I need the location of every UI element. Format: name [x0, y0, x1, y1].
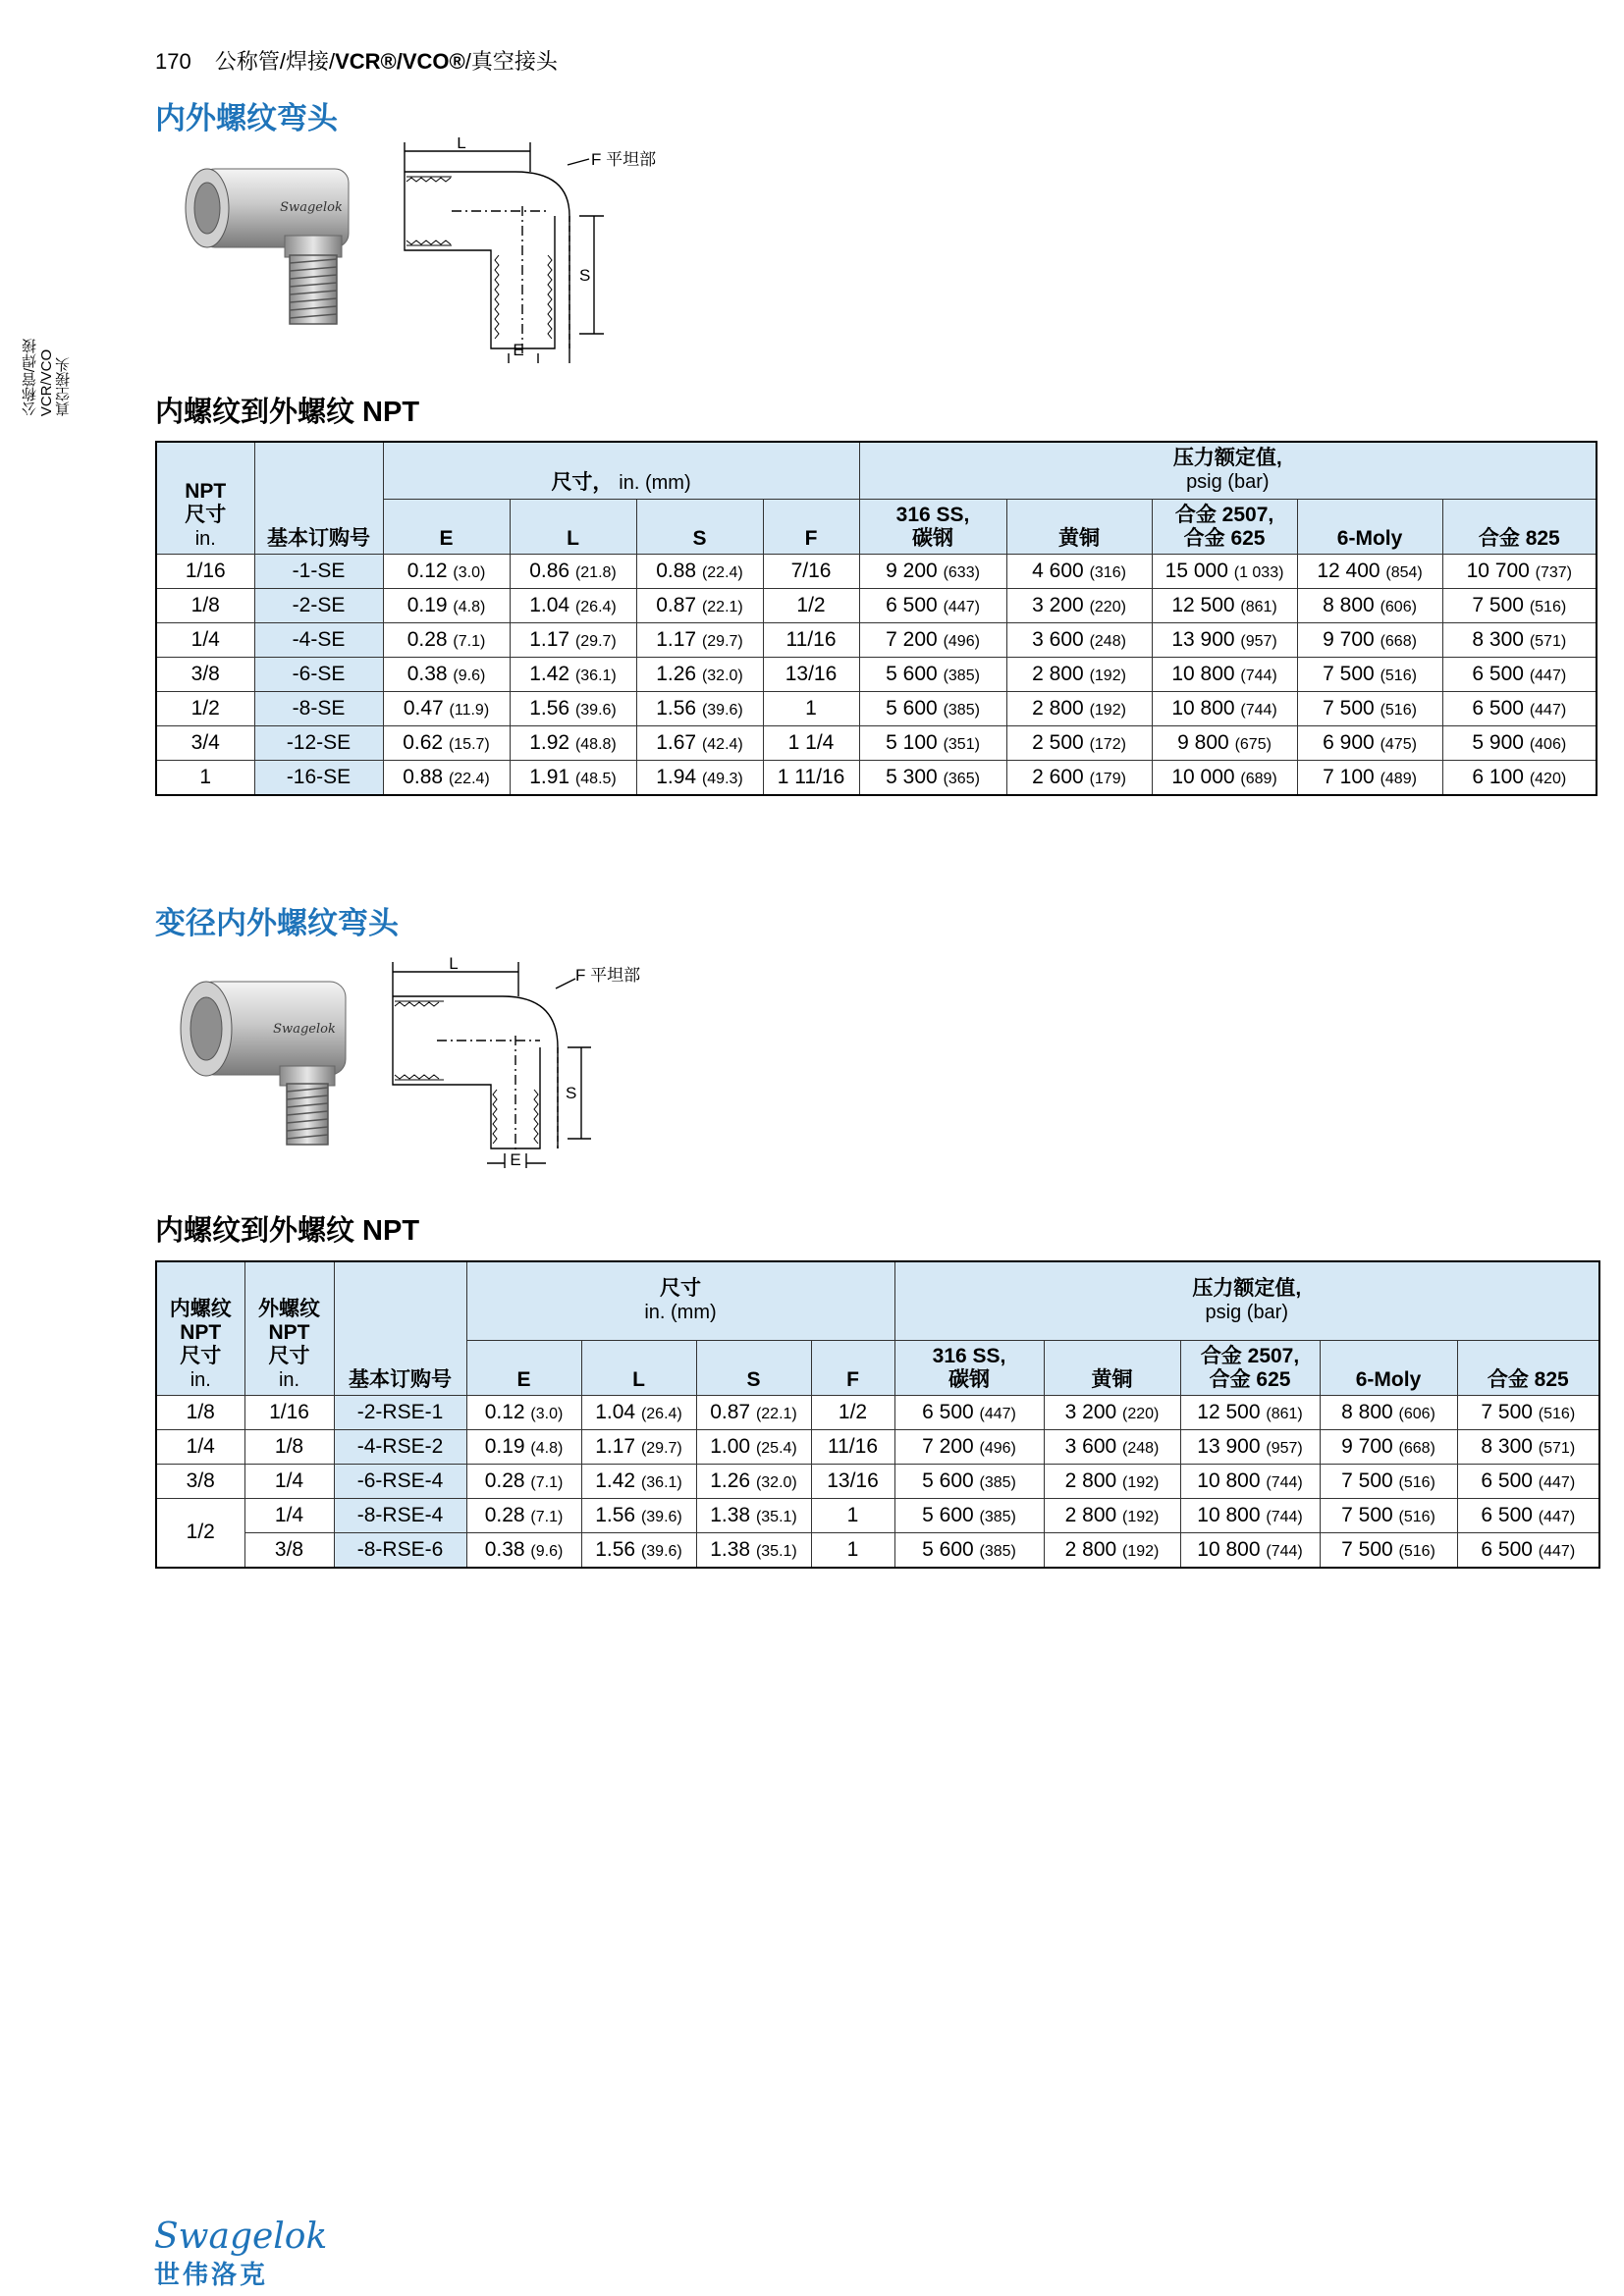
table-cell: 1/2	[156, 691, 254, 725]
table-cell: 7 500 (516)	[1320, 1498, 1457, 1532]
table-cell: 1.04 (26.4)	[581, 1395, 696, 1429]
col-group-pressure-2: 压力额定值, psig (bar)	[894, 1261, 1599, 1340]
table-row	[156, 1464, 1599, 1498]
table-cell: 1	[763, 691, 859, 725]
spec-table-2	[155, 1260, 1600, 1569]
table-cell: 1 11/16	[763, 760, 859, 795]
dim-label-S-2: S	[566, 1084, 577, 1102]
col-alloy2507: 合金 2507, 合金 625	[1152, 499, 1297, 554]
table-row	[156, 588, 1597, 622]
table-cell: 0.38 (9.6)	[466, 1532, 581, 1568]
table-cell: 12 400 (854)	[1297, 554, 1442, 588]
table-cell: 1/4	[156, 1429, 244, 1464]
table-row	[156, 554, 1597, 588]
table-cell: 5 600 (385)	[894, 1498, 1044, 1532]
section2-title: 变径内外螺纹弯头	[155, 906, 399, 940]
header-category-b: VCR®/VCO®	[335, 49, 465, 74]
table-cell: 9 800 (675)	[1152, 725, 1297, 760]
table-cell: 1/4	[244, 1464, 334, 1498]
table-cell: 13 900 (957)	[1180, 1429, 1320, 1464]
table-cell: 7 500 (516)	[1320, 1464, 1457, 1498]
table-cell: 8 800 (606)	[1297, 588, 1442, 622]
col-order-number: 基本订购号	[254, 442, 383, 554]
swagelok-logo	[154, 2216, 327, 2291]
table-cell: 6 500 (447)	[1457, 1498, 1599, 1532]
col-6moly: 6-Moly	[1297, 499, 1442, 554]
table-cell: 1/2	[811, 1395, 894, 1429]
table-cell: 8 300 (571)	[1442, 622, 1597, 657]
table-cell: 0.88 (22.4)	[636, 554, 763, 588]
dim-label-L-2: L	[449, 957, 459, 973]
table-cell: 1/16	[244, 1395, 334, 1429]
table-cell: 3/8	[244, 1532, 334, 1568]
table-cell: 5 600 (385)	[894, 1464, 1044, 1498]
col-group-pressure: 压力额定值, psig (bar)	[859, 442, 1597, 499]
col-alloy2507-2: 合金 2507, 合金 625	[1180, 1340, 1320, 1395]
table-cell: 1.38 (35.1)	[696, 1532, 811, 1568]
col-316ss-2: 316 SS, 碳钢	[894, 1340, 1044, 1395]
header-category-a: 公称管/焊接/	[214, 49, 336, 74]
table-cell: 10 700 (737)	[1442, 554, 1597, 588]
table-cell: 12 500 (861)	[1152, 588, 1297, 622]
table-row	[156, 760, 1597, 795]
table-cell: 11/16	[811, 1429, 894, 1464]
table-cell: 5 600 (385)	[859, 691, 1006, 725]
table-row	[156, 657, 1597, 691]
page-header	[155, 45, 558, 76]
table-cell: 7 200 (496)	[859, 622, 1006, 657]
col-L-2: L	[581, 1340, 696, 1395]
table-cell: 10 800 (744)	[1152, 691, 1297, 725]
table-cell: 1.56 (39.6)	[581, 1498, 696, 1532]
table-cell: 0.19 (4.8)	[466, 1429, 581, 1464]
table-cell: 10 800 (744)	[1180, 1498, 1320, 1532]
table-cell: 7 200 (496)	[894, 1429, 1044, 1464]
table-cell: 13/16	[811, 1464, 894, 1498]
table-cell: 1.67 (42.4)	[636, 725, 763, 760]
table-cell: -6-RSE-4	[334, 1464, 466, 1498]
header-category-c: /真空接头	[464, 49, 558, 74]
table-cell: 1.04 (26.4)	[510, 588, 636, 622]
table-cell: 0.28 (7.1)	[383, 622, 510, 657]
col-female-npt: 内螺纹 NPT 尺寸 in.	[156, 1261, 244, 1395]
table-cell: 8 300 (571)	[1457, 1429, 1599, 1464]
table-cell: 7 500 (516)	[1457, 1395, 1599, 1429]
table-cell: 1 1/4	[763, 725, 859, 760]
table-cell: 1.92 (48.8)	[510, 725, 636, 760]
col-male-npt: 外螺纹 NPT 尺寸 in.	[244, 1261, 334, 1395]
table-row	[156, 622, 1597, 657]
table-row	[156, 1498, 1599, 1532]
table-cell: 10 800 (744)	[1180, 1464, 1320, 1498]
table-cell: -6-SE	[254, 657, 383, 691]
table-cell: 0.62 (15.7)	[383, 725, 510, 760]
table-cell: 6 100 (420)	[1442, 760, 1597, 795]
table-cell: 1/4	[244, 1498, 334, 1532]
table-cell: 1.38 (35.1)	[696, 1498, 811, 1532]
table-cell: 0.87 (22.1)	[696, 1395, 811, 1429]
table-cell: 7/16	[763, 554, 859, 588]
table-cell: -16-SE	[254, 760, 383, 795]
photo-brand-1: Swagelok	[280, 200, 343, 215]
dimension-diagram-2	[383, 957, 697, 1168]
table-cell: 4 600 (316)	[1006, 554, 1152, 588]
logo-cn: 世伟洛克	[154, 2260, 269, 2289]
dim-label-L-1: L	[457, 137, 466, 152]
table-cell: 1.56 (39.6)	[636, 691, 763, 725]
table-row	[156, 1429, 1599, 1464]
table-row	[156, 691, 1597, 725]
elbow-photo-1	[182, 157, 378, 334]
table-cell: 2 800 (192)	[1006, 657, 1152, 691]
table-cell: -8-RSE-4	[334, 1498, 466, 1532]
table-cell: 1/2	[156, 1498, 244, 1568]
table-cell: 1.42 (36.1)	[581, 1464, 696, 1498]
table-cell: 0.28 (7.1)	[466, 1464, 581, 1498]
table-cell: 8 800 (606)	[1320, 1395, 1457, 1429]
table-cell: 0.47 (11.9)	[383, 691, 510, 725]
dimension-diagram-1	[393, 137, 707, 363]
table-cell: 1.17 (29.7)	[510, 622, 636, 657]
col-npt-size: NPT 尺寸 in.	[156, 442, 254, 554]
side-tab: 公称管/焊接 VCR/VCO 真空接头	[22, 339, 72, 417]
table-cell: 5 100 (351)	[859, 725, 1006, 760]
table-cell: 3 600 (248)	[1044, 1429, 1180, 1464]
col-L: L	[510, 499, 636, 554]
table-cell: 5 900 (406)	[1442, 725, 1597, 760]
table-row	[156, 1532, 1599, 1568]
col-alloy825: 合金 825	[1442, 499, 1597, 554]
section1-title: 内外螺纹弯头	[155, 101, 338, 135]
table-cell: 1.17 (29.7)	[581, 1429, 696, 1464]
table-cell: -4-RSE-2	[334, 1429, 466, 1464]
table-cell: 1.00 (25.4)	[696, 1429, 811, 1464]
dim-label-F-1: F 平坦部	[591, 150, 657, 169]
table-cell: 9 700 (668)	[1297, 622, 1442, 657]
table-cell: 7 500 (516)	[1297, 657, 1442, 691]
table-cell: 3/8	[156, 657, 254, 691]
table-cell: 1/2	[763, 588, 859, 622]
table-cell: 1.17 (29.7)	[636, 622, 763, 657]
table-cell: 1.26 (32.0)	[636, 657, 763, 691]
table-cell: 0.12 (3.0)	[466, 1395, 581, 1429]
table-cell: 13 900 (957)	[1152, 622, 1297, 657]
table-cell: 7 100 (489)	[1297, 760, 1442, 795]
logo-en: Swagelok	[154, 2216, 328, 2257]
table-cell: 10 800 (744)	[1180, 1532, 1320, 1568]
table-cell: 9 700 (668)	[1320, 1429, 1457, 1464]
page-number: 170	[155, 49, 191, 74]
table-cell: 0.28 (7.1)	[466, 1498, 581, 1532]
table-cell: 12 500 (861)	[1180, 1395, 1320, 1429]
table-cell: 2 500 (172)	[1006, 725, 1152, 760]
table-cell: 6 900 (475)	[1297, 725, 1442, 760]
table-cell: 6 500 (447)	[894, 1395, 1044, 1429]
table-cell: 3 200 (220)	[1044, 1395, 1180, 1429]
table-cell: 0.38 (9.6)	[383, 657, 510, 691]
col-group-dimensions-2: 尺寸 in. (mm)	[466, 1261, 894, 1340]
table-cell: 1/8	[156, 588, 254, 622]
table-cell: -8-SE	[254, 691, 383, 725]
col-316ss: 316 SS, 碳钢	[859, 499, 1006, 554]
table-cell: 5 600 (385)	[894, 1532, 1044, 1568]
table-cell: 5 600 (385)	[859, 657, 1006, 691]
dim-label-E-2: E	[510, 1150, 521, 1168]
table-cell: 6 500 (447)	[1457, 1464, 1599, 1498]
table-cell: 1/8	[156, 1395, 244, 1429]
dim-label-E-1: E	[513, 341, 524, 359]
table-cell: 2 800 (192)	[1044, 1464, 1180, 1498]
table-cell: 1.56 (39.6)	[581, 1532, 696, 1568]
table-cell: 1	[811, 1532, 894, 1568]
table-cell: 1.91 (48.5)	[510, 760, 636, 795]
table-cell: 0.19 (4.8)	[383, 588, 510, 622]
col-F-2: F	[811, 1340, 894, 1395]
table-cell: 0.86 (21.8)	[510, 554, 636, 588]
table-cell: 3/4	[156, 725, 254, 760]
table-cell: 1.26 (32.0)	[696, 1464, 811, 1498]
table-cell: -2-RSE-1	[334, 1395, 466, 1429]
col-F: F	[763, 499, 859, 554]
col-alloy825-2: 合金 825	[1457, 1340, 1599, 1395]
table-cell: 10 800 (744)	[1152, 657, 1297, 691]
table-cell: 11/16	[763, 622, 859, 657]
dim-label-S-1: S	[579, 266, 591, 285]
table-cell: 1/4	[156, 622, 254, 657]
dim-label-F-2: F 平坦部	[575, 966, 641, 985]
section1-table-title: 内螺纹到外螺纹 NPT	[155, 397, 420, 428]
table-cell: -12-SE	[254, 725, 383, 760]
table-cell: 0.87 (22.1)	[636, 588, 763, 622]
section2-table-title: 内螺纹到外螺纹 NPT	[155, 1215, 420, 1247]
elbow-photo-2	[177, 970, 373, 1151]
table-row	[156, 1395, 1599, 1429]
table-cell: 1.94 (49.3)	[636, 760, 763, 795]
table-cell: 7 500 (516)	[1297, 691, 1442, 725]
table-cell: 1/16	[156, 554, 254, 588]
col-S-2: S	[696, 1340, 811, 1395]
table-cell: 2 800 (192)	[1044, 1498, 1180, 1532]
table-cell: 3 600 (248)	[1006, 622, 1152, 657]
table-cell: 3/8	[156, 1464, 244, 1498]
col-brass-2: 黄铜	[1044, 1340, 1180, 1395]
col-brass: 黄铜	[1006, 499, 1152, 554]
table-cell: 2 600 (179)	[1006, 760, 1152, 795]
col-order-number-2: 基本订购号	[334, 1261, 466, 1395]
table-cell: 0.88 (22.4)	[383, 760, 510, 795]
table-cell: 2 800 (192)	[1044, 1532, 1180, 1568]
table-cell: 1/8	[244, 1429, 334, 1464]
spec-table-1	[155, 441, 1597, 796]
table-cell: 13/16	[763, 657, 859, 691]
table-cell: 1.42 (36.1)	[510, 657, 636, 691]
col-S: S	[636, 499, 763, 554]
table-cell: 3 200 (220)	[1006, 588, 1152, 622]
table-cell: 6 500 (447)	[859, 588, 1006, 622]
table-cell: -2-SE	[254, 588, 383, 622]
col-group-dimensions: 尺寸， in. (mm)	[383, 442, 859, 499]
table-cell: 10 000 (689)	[1152, 760, 1297, 795]
table-cell: 7 500 (516)	[1320, 1532, 1457, 1568]
table-cell: 1	[156, 760, 254, 795]
table-cell: 6 500 (447)	[1457, 1532, 1599, 1568]
table-cell: 1.56 (39.6)	[510, 691, 636, 725]
table-row	[156, 725, 1597, 760]
table-cell: -8-RSE-6	[334, 1532, 466, 1568]
col-6moly-2: 6-Moly	[1320, 1340, 1457, 1395]
table-cell: 9 200 (633)	[859, 554, 1006, 588]
col-E: E	[383, 499, 510, 554]
table-cell: 5 300 (365)	[859, 760, 1006, 795]
table-cell: 6 500 (447)	[1442, 691, 1597, 725]
col-E-2: E	[466, 1340, 581, 1395]
table-cell: 15 000 (1 033)	[1152, 554, 1297, 588]
table-cell: 1	[811, 1498, 894, 1532]
photo-brand-2: Swagelok	[273, 1022, 336, 1037]
table-cell: 6 500 (447)	[1442, 657, 1597, 691]
table-cell: -1-SE	[254, 554, 383, 588]
table-cell: 7 500 (516)	[1442, 588, 1597, 622]
table-cell: 0.12 (3.0)	[383, 554, 510, 588]
table-cell: 2 800 (192)	[1006, 691, 1152, 725]
table-cell: -4-SE	[254, 622, 383, 657]
